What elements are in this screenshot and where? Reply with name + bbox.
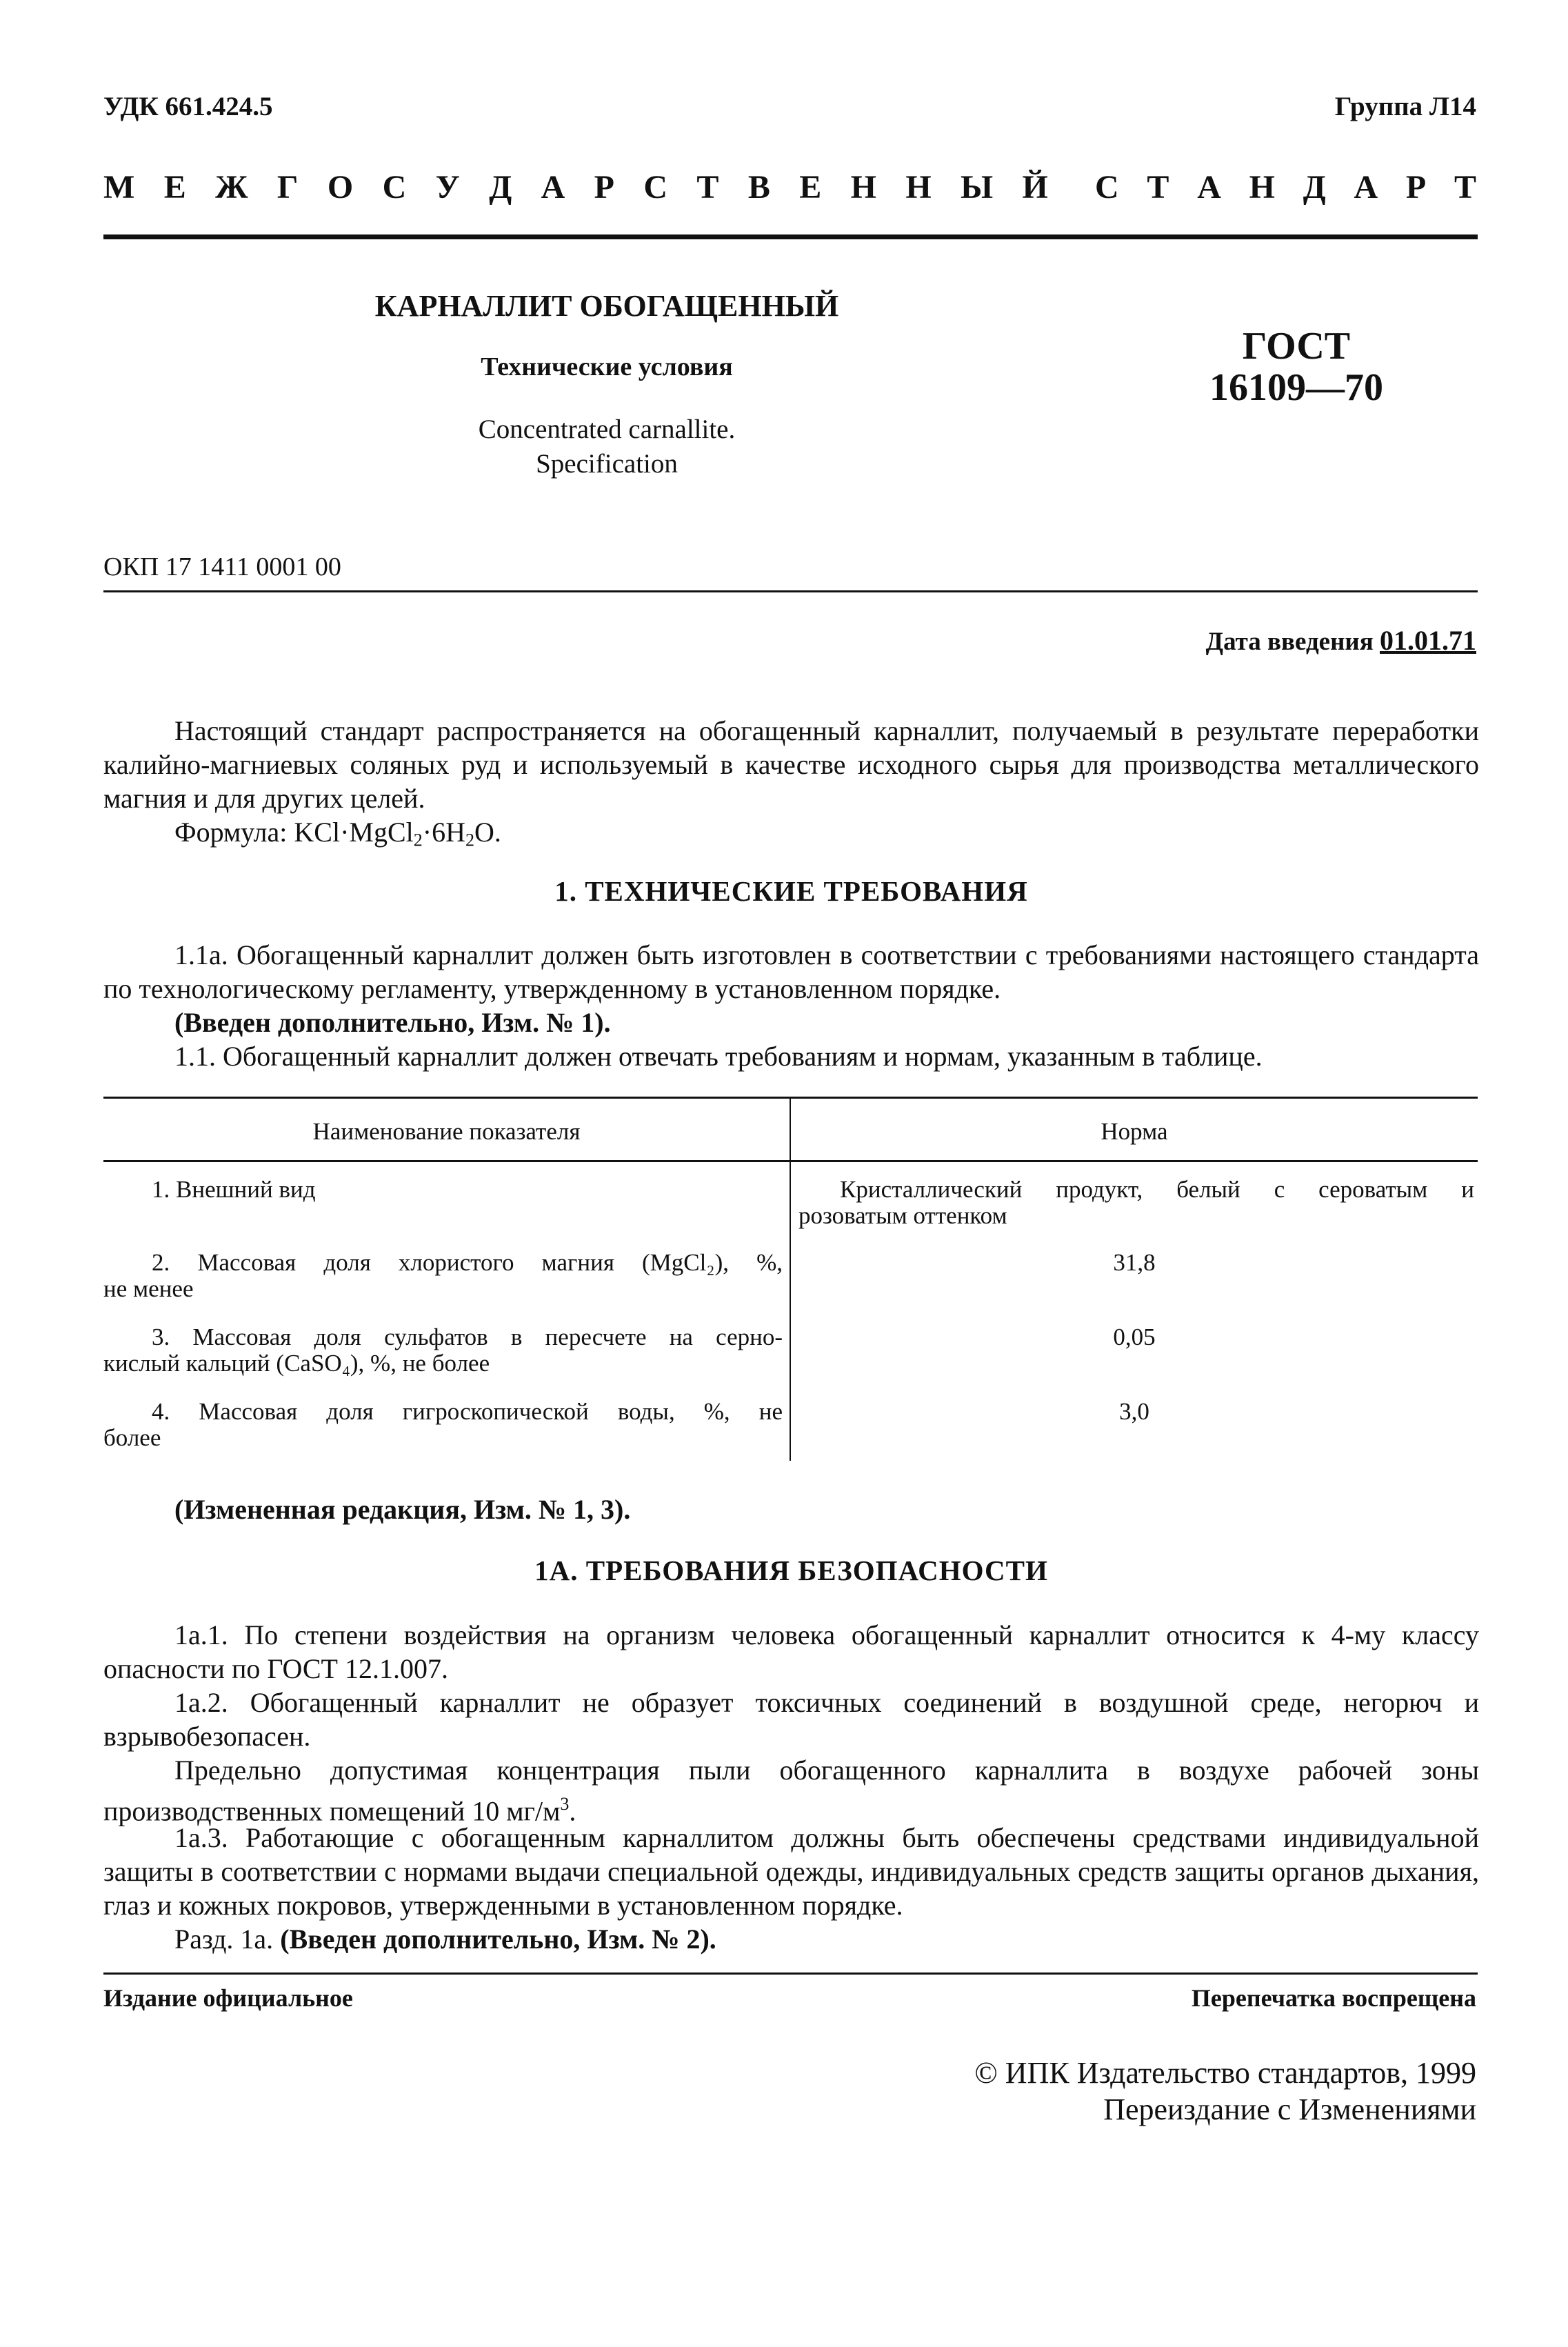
- banner-letter: Й: [1022, 169, 1048, 206]
- banner-letter: С: [643, 169, 668, 206]
- banner-letter: Н: [905, 169, 932, 206]
- banner-letter: С: [1095, 169, 1119, 206]
- intro-paragraph: Настоящий стандарт распространяется на обогащенный карналлит, получаемый в результате переработки калийно-магниевых соляных руд и используемый в качестве исходного сырья для производства металлического магния и для других целей.: [103, 715, 1479, 814]
- english-title-line-1: Concentrated carnallite.: [478, 415, 736, 444]
- banner-letter: У: [435, 169, 460, 206]
- clause-1a-2: 1а.2. Обогащенный карналлит не образует токсичных соединений в воздушной среде, негорюч и взрывобезопасен.: [103, 1687, 1479, 1752]
- introduction-date: [1206, 624, 1476, 657]
- banner-letter: А: [1197, 169, 1221, 206]
- banner-letter: Е: [163, 169, 186, 206]
- reprint-prohibited-label: Перепечатка воспрещена: [1191, 1984, 1476, 2012]
- clause-1-1a-note: (Введен дополнительно, Изм. № 1).: [174, 1007, 611, 1038]
- banner-word-2: [1095, 168, 1476, 210]
- okp-rule: [103, 590, 1478, 592]
- udk-code: УДК 661.424.5: [103, 92, 273, 121]
- banner-letter: Г: [277, 169, 299, 206]
- group-code: Группа Л14: [1334, 92, 1476, 121]
- banner-letter: О: [327, 169, 354, 206]
- table-row-2-name: 2. Массовая доля хлористого магния (MgCl₂), %, не менее: [103, 1249, 783, 1302]
- banner-letter: Д: [1303, 169, 1326, 206]
- footer-rule: [103, 1973, 1478, 1975]
- banner-letter: А: [1354, 169, 1378, 206]
- banner-letter: Ы: [961, 169, 994, 206]
- section-1a-note: Разд. 1а. (Введен дополнительно, Изм. № 2).: [174, 1924, 716, 1955]
- section-1a-title: 1А. ТРЕБОВАНИЯ БЕЗОПАСНОСТИ: [534, 1555, 1048, 1586]
- table-header-norm: Норма: [1100, 1118, 1168, 1145]
- formula-line: Формула: $KCl\cdot MgCl_2\cdot 6H_2O$.: [174, 817, 501, 850]
- banner-letter: Т: [1454, 169, 1476, 206]
- banner-letter: Д: [489, 169, 512, 206]
- clause-1-1a: 1.1а. Обогащенный карналлит должен быть изготовлен в соответствии с требованиями настоящего стандарта по технологическому регламенту, утвержденному в установленном порядке.: [103, 939, 1479, 1004]
- table-row-3-norm: 0,05: [1113, 1324, 1156, 1350]
- clause-1a-2-dust: Предельно допустимая концентрация пыли обогащенного карналлита в воздухе рабочей зоны производственных помещений 10 $мг/м^3$.: [103, 1755, 1479, 1827]
- banner-letter: Р: [594, 169, 614, 206]
- clause-1a-3: 1а.3. Работающие с обогащенным карналлитом должны быть обеспечены средствами индивидуальной защиты в соответствии с нормами выдачи специальной одежды, индивидуальных средств защиты органов дыхания, глаз и кожных покровов, утвержденными в установленном порядке.: [103, 1822, 1479, 1921]
- table-row-4-norm: 3,0: [1119, 1398, 1149, 1425]
- banner-letter: Т: [1147, 169, 1169, 206]
- copyright-line: © ИПК Издательство стандартов, 1999: [974, 2056, 1476, 2090]
- table-amendment-note: (Измененная редакция, Изм. № 1, 3).: [174, 1494, 631, 1525]
- table-header-name: Наименование показателя: [312, 1118, 581, 1145]
- section-1-title: 1. ТЕХНИЧЕСКИЕ ТРЕБОВАНИЯ: [554, 875, 1028, 907]
- banner-letter: М: [103, 169, 135, 206]
- table-row-1-name: 1. Внешний вид: [152, 1176, 316, 1203]
- date-value: 01.01.71: [1380, 625, 1476, 656]
- banner-letter: Р: [1405, 169, 1427, 206]
- banner-letter: Т: [696, 169, 719, 206]
- header-rule-thick: [103, 234, 1478, 239]
- banner-letter: Н: [1249, 169, 1275, 206]
- date-label: Дата введения: [1205, 628, 1374, 656]
- table-row-1-norm: Кристаллический продукт, белый с сероватым и розоватым оттенком: [798, 1176, 1474, 1229]
- table-row-2-norm: 31,8: [1113, 1249, 1156, 1276]
- reissue-line: Переиздание с Изменениями: [1103, 2093, 1476, 2126]
- table-header-rule: [103, 1160, 1478, 1162]
- document-subtitle: Технические условия: [481, 352, 733, 381]
- clause-1a-1: 1а.1. По степени воздействия на организм человека обогащенный карналлит относится к 4-му классу опасности по ГОСТ 12.1.007.: [103, 1619, 1479, 1684]
- banner-letter: А: [541, 169, 565, 206]
- interstate-standard-banner: [103, 168, 1476, 210]
- banner-letter: С: [382, 169, 407, 206]
- okp-code: ОКП 17 1411 0001 00: [103, 552, 341, 581]
- english-title-line-2: Specification: [536, 449, 678, 479]
- clause-1-1: 1.1. Обогащенный карналлит должен отвечать требованиям и нормам, указанным в таблице.: [174, 1041, 1263, 1072]
- gost-number: 16109—70: [1209, 366, 1383, 409]
- gost-label: ГОСТ: [1242, 325, 1351, 368]
- table-row-4-name: 4. Массовая доля гигроскопической воды, %, не более: [103, 1398, 783, 1451]
- table-row-3-name: 3. Массовая доля сульфатов в пересчете на серно- кислый кальций (CaSO₄), %, не более: [103, 1324, 783, 1377]
- document-title: КАРНАЛЛИТ ОБОГАЩЕННЫЙ: [374, 289, 839, 323]
- banner-letter: Ж: [215, 169, 248, 206]
- official-edition-label: Издание официальное: [103, 1984, 353, 2012]
- banner-word-1: [103, 168, 1048, 210]
- banner-letter: Е: [799, 169, 822, 206]
- banner-letter: Н: [850, 169, 876, 206]
- banner-letter: В: [747, 169, 770, 206]
